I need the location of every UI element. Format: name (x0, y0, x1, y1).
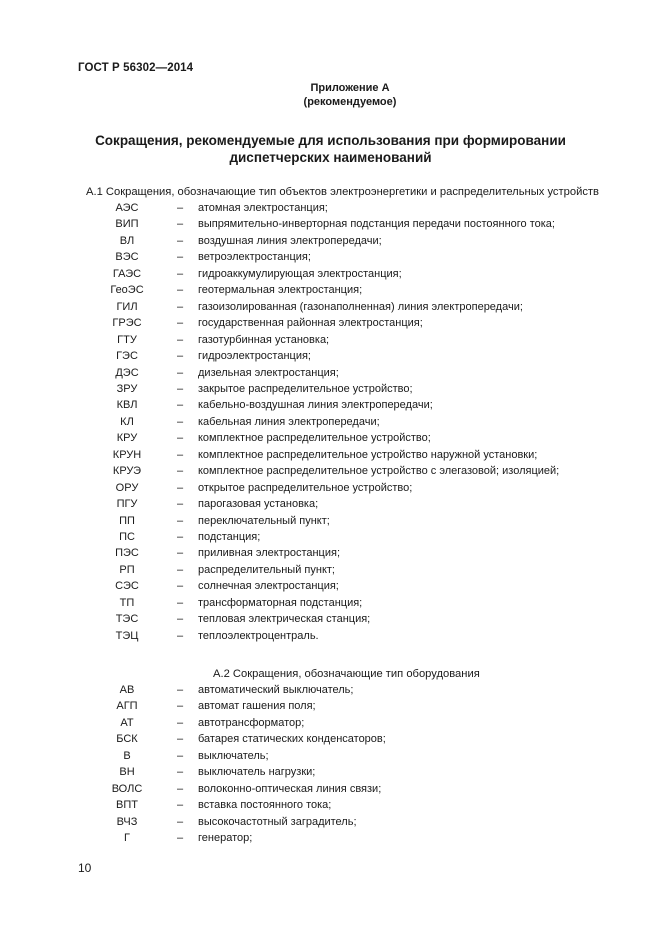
dash-separator: – (177, 481, 184, 494)
document-title-line-2: диспетчерских наименований (229, 150, 432, 165)
dash-separator: – (177, 782, 184, 795)
abbreviation: КРУН (112, 448, 142, 461)
abbreviation-definition: кабельно-воздушная линия электропередачи; (198, 399, 433, 412)
abbreviation-definition: трансформаторная подстанция; (198, 596, 363, 609)
dash-separator: – (177, 234, 184, 247)
abbreviation: ВЛ (119, 234, 135, 247)
dash-separator: – (177, 700, 184, 713)
dash-separator: – (177, 815, 184, 828)
dash-separator: – (177, 317, 184, 330)
dash-separator: – (177, 300, 184, 313)
abbreviation-row (0, 684, 661, 700)
abbreviation-row (0, 301, 661, 317)
dash-separator: – (177, 382, 184, 395)
abbreviation-definition: дизельная электростанция; (198, 366, 339, 379)
document-title-line-1: Сокращения, рекомендуемые для использования при формировании (95, 133, 566, 148)
abbreviation-definition: автомат гашения поля; (198, 700, 316, 713)
section-a1-heading: А.1 Сокращения, обозначающие тип объектов электроэнергетики и распределительных устройств (86, 186, 599, 198)
abbreviation-row (0, 564, 661, 580)
dash-separator: – (177, 766, 184, 779)
abbreviation: ПП (119, 514, 135, 527)
abbreviation-row (0, 630, 661, 646)
abbreviation-row (0, 449, 661, 465)
abbreviation: ВПТ (116, 799, 138, 812)
abbreviation-row (0, 317, 661, 333)
abbreviation: ВИП (115, 218, 139, 231)
abbreviation: КВЛ (116, 399, 138, 412)
appendix-label: Приложение А (310, 82, 390, 94)
standard-code: ГОСТ Р 56302—2014 (78, 62, 194, 74)
abbreviation-definition: ветроэлектростанция; (198, 251, 311, 264)
abbreviation-row (0, 482, 661, 498)
abbreviation-definition: выключатель; (198, 749, 269, 762)
abbreviation-row (0, 218, 661, 234)
dash-separator: – (177, 832, 184, 845)
abbreviation-definition: автоматический выключатель; (198, 684, 354, 696)
abbreviation-definition: переключательный пункт; (198, 514, 330, 527)
abbreviation-row (0, 284, 661, 300)
abbreviation: РП (119, 563, 135, 576)
abbreviation: ЗРУ (116, 382, 138, 395)
page-number: 10 (78, 861, 92, 875)
abbreviation-definition: подстанция; (198, 531, 261, 543)
dash-separator: – (177, 684, 184, 696)
abbreviation-definition: парогазовая установка; (198, 498, 319, 511)
abbreviation: ВЧЗ (116, 815, 138, 828)
abbreviation: ГРЭС (112, 317, 142, 330)
dash-separator: – (177, 218, 184, 231)
abbreviation-row (0, 531, 661, 547)
abbreviation-definition: выключатель нагрузки; (198, 766, 316, 779)
abbreviation: ТЭЦ (115, 629, 139, 642)
dash-separator: – (177, 531, 184, 543)
abbreviation-row (0, 383, 661, 399)
abbreviation: ГИЛ (116, 300, 138, 313)
abbreviation-row (0, 717, 661, 733)
dash-separator: – (177, 799, 184, 812)
dash-separator: – (177, 432, 184, 445)
abbreviation-row (0, 700, 661, 716)
abbreviation-row (0, 515, 661, 531)
dash-separator: – (177, 267, 184, 280)
abbreviation: КРУЭ (112, 465, 142, 478)
dash-separator: – (177, 596, 184, 609)
abbreviation-row (0, 816, 661, 832)
abbreviation: ПС (119, 531, 135, 543)
dash-separator: – (177, 629, 184, 642)
abbreviation-row (0, 547, 661, 563)
abbreviation-definition: закрытое распределительное устройство; (198, 382, 413, 395)
abbreviation-definition: газоизолированная (газонаполненная) линия электропередачи; (198, 300, 523, 313)
abbreviation-definition: комплектное распределительное устройство; (198, 432, 431, 445)
abbreviation: АВ (119, 684, 135, 696)
dash-separator: – (177, 366, 184, 379)
dash-separator: – (177, 580, 184, 593)
abbreviation: ПЭС (115, 547, 139, 560)
abbreviation: СЭС (115, 580, 139, 593)
dash-separator: – (177, 333, 184, 346)
abbreviation: БСК (116, 733, 138, 746)
abbreviation-definition: генератор; (198, 832, 253, 845)
abbreviation-row (0, 416, 661, 432)
abbreviation-definition: теплоэлектроцентраль. (198, 629, 319, 642)
abbreviation-row (0, 498, 661, 514)
abbreviation-row (0, 268, 661, 284)
dash-separator: – (177, 415, 184, 428)
abbreviation: ОРУ (115, 481, 139, 494)
abbreviation: ГеоЭС (110, 284, 144, 297)
abbreviation: ТЭС (115, 613, 139, 626)
abbreviation-definition: газотурбинная установка; (198, 333, 330, 346)
abbreviation: ВОЛС (111, 782, 143, 795)
abbreviation-definition: гидроаккумулирующая электростанция; (198, 267, 402, 280)
dash-separator: – (177, 465, 184, 478)
abbreviation-row (0, 350, 661, 366)
dash-separator: – (177, 202, 184, 214)
abbreviation: АГП (116, 700, 138, 713)
abbreviation-row (0, 235, 661, 251)
dash-separator: – (177, 716, 184, 729)
abbreviation-definition: гидроэлектростанция; (198, 350, 311, 363)
dash-separator: – (177, 514, 184, 527)
dash-separator: – (177, 350, 184, 363)
dash-separator: – (177, 498, 184, 511)
abbreviation-row (0, 597, 661, 613)
abbreviation: ВН (119, 766, 135, 779)
abbreviation: В (123, 749, 131, 762)
abbreviation: АТ (120, 716, 134, 729)
abbreviation: ГАЭС (112, 267, 142, 280)
appendix-note: (рекомендуемое) (303, 96, 397, 108)
abbreviation-row (0, 783, 661, 799)
abbreviation-definition: батарея статических конденсаторов; (198, 733, 386, 746)
abbreviation-definition: тепловая электрическая станция; (198, 613, 371, 626)
dash-separator: – (177, 251, 184, 264)
dash-separator: – (177, 749, 184, 762)
abbreviation-definition: приливная электростанция; (198, 547, 341, 560)
abbreviation-row (0, 399, 661, 415)
abbreviation-row (0, 334, 661, 350)
abbreviation-row (0, 750, 661, 766)
abbreviation-row (0, 613, 661, 629)
abbreviation-row (0, 367, 661, 383)
abbreviation-row (0, 799, 661, 815)
abbreviation-definition: открытое распределительное устройство; (198, 481, 413, 494)
abbreviation-definition: атомная электростанция; (198, 202, 328, 214)
abbreviation: ВЭС (115, 251, 139, 264)
abbreviation-definition: распределительный пункт; (198, 563, 335, 576)
abbreviation-row (0, 432, 661, 448)
abbreviation: ТП (119, 596, 135, 609)
abbreviation-definition: геотермальная электростанция; (198, 284, 363, 297)
abbreviation: АЭС (115, 202, 139, 214)
abbreviation-definition: высокочастотный заградитель; (198, 815, 357, 828)
abbreviation: ГТУ (117, 333, 137, 346)
dash-separator: – (177, 733, 184, 746)
abbreviation-definition: кабельная линия электропередачи; (198, 415, 380, 428)
abbreviation-row (0, 202, 661, 218)
abbreviation-definition: комплектное распределительное устройство наружной установки; (198, 448, 538, 461)
abbreviation: ДЭС (115, 366, 139, 379)
abbreviation-row (0, 733, 661, 749)
abbreviation-definition: комплектное распределительное устройство с элегазовой; изоляцией; (198, 465, 560, 478)
abbreviation-row (0, 251, 661, 267)
dash-separator: – (177, 613, 184, 626)
abbreviation-definition: воздушная линия электропередачи; (198, 234, 382, 247)
dash-separator: – (177, 563, 184, 576)
abbreviation: Г (124, 832, 130, 845)
abbreviation-definition: государственная районная электростанция; (198, 317, 423, 330)
abbreviation-row (0, 766, 661, 782)
abbreviation-definition: выпрямительно-инверторная подстанция передачи постоянного тока; (198, 218, 555, 231)
dash-separator: – (177, 448, 184, 461)
abbreviation-definition: автотрансформатор; (198, 716, 305, 729)
abbreviation: ГЭС (116, 350, 138, 363)
abbreviation-definition: волоконно-оптическая линия связи; (198, 782, 382, 795)
section-a2-heading: А.2 Сокращения, обозначающие тип оборудования (213, 668, 480, 680)
abbreviation-row (0, 832, 661, 848)
dash-separator: – (177, 284, 184, 297)
abbreviation: КРУ (116, 432, 138, 445)
abbreviation: ПГУ (116, 498, 138, 511)
abbreviation-definition: вставка постоянного тока; (198, 799, 332, 812)
abbreviation-row (0, 465, 661, 481)
abbreviation: КЛ (120, 415, 134, 428)
dash-separator: – (177, 547, 184, 560)
abbreviation-definition: солнечная электростанция; (198, 580, 339, 593)
abbreviation-row (0, 580, 661, 596)
dash-separator: – (177, 399, 184, 412)
